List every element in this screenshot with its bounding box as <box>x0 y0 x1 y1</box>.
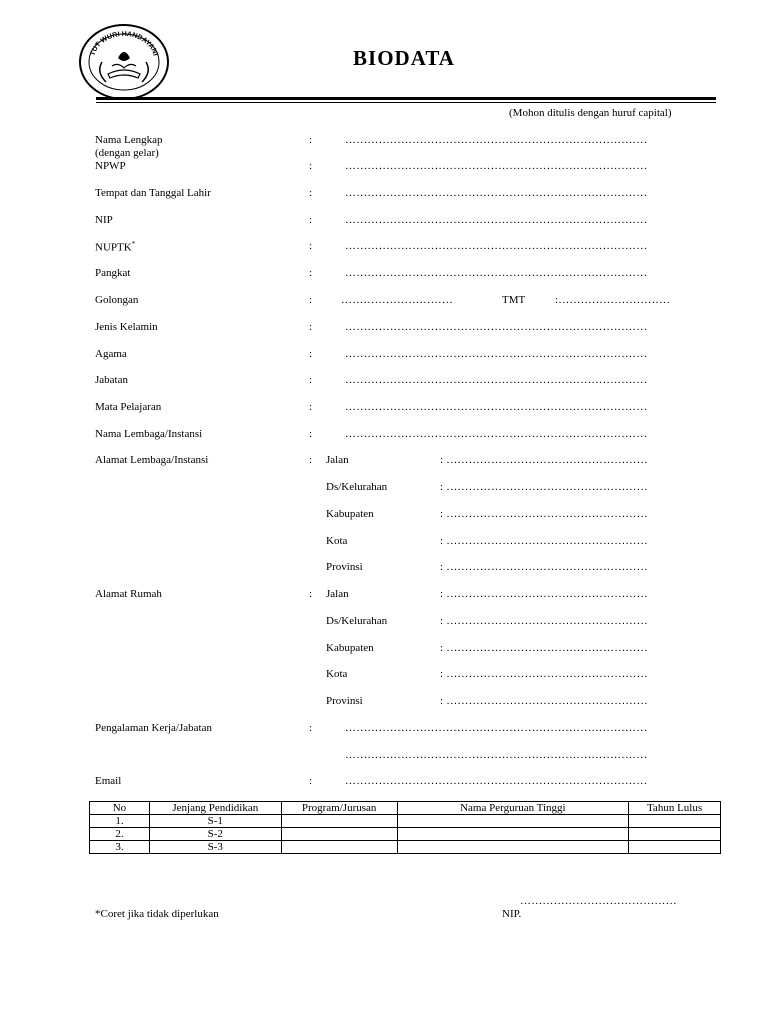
label-ttl: Tempat dan Tanggal Lahir <box>95 187 211 199</box>
label-dengan-gelar: (dengan gelar) <box>95 147 159 159</box>
field-nama-lengkap[interactable]: ……………………………………………………………………… <box>345 134 648 146</box>
label-email: Email <box>95 775 122 787</box>
field-email[interactable]: ……………………………………………………………………… <box>345 775 648 787</box>
cell-jenjang: S-2 <box>149 828 281 841</box>
table-row <box>90 815 721 828</box>
signature-nip-label: NIP. <box>502 908 522 920</box>
colon: : <box>309 321 313 333</box>
label-nama-lengkap: Nama Lengkap <box>95 134 163 146</box>
field-pangkat[interactable]: ……………………………………………………………………… <box>345 267 648 279</box>
colon: : <box>309 775 313 787</box>
logo-text: TUT WURI HANDAYANI <box>89 30 159 57</box>
field-rumah-jalan[interactable]: : ……………………………………………… <box>440 588 648 600</box>
colon: : <box>309 428 313 440</box>
field-ttl[interactable]: ……………………………………………………………………… <box>345 187 648 199</box>
colon: : <box>309 294 313 306</box>
label-provinsi: Provinsi <box>326 695 363 707</box>
field-rumah-kota[interactable]: : ……………………………………………… <box>440 668 648 680</box>
field-tmt[interactable]: :………………………… <box>555 294 671 306</box>
field-golongan[interactable]: ………………………… <box>341 294 453 306</box>
col-program: Program/Jurusan <box>281 802 397 815</box>
label-mata-pelajaran: Mata Pelajaran <box>95 401 162 413</box>
colon: : <box>309 348 313 360</box>
field-nip[interactable]: ……………………………………………………………………… <box>345 214 648 226</box>
label-jenis-kelamin: Jenis Kelamin <box>95 321 158 333</box>
table-header-row <box>90 802 721 815</box>
label-jalan: Jalan <box>326 588 349 600</box>
colon: : <box>309 374 313 386</box>
label-jabatan: Jabatan <box>95 374 128 386</box>
cell-tahun[interactable] <box>629 815 721 828</box>
field-rumah-provinsi[interactable]: : ……………………………………………… <box>440 695 648 707</box>
field-rumah-kabupaten[interactable]: : ……………………………………………… <box>440 642 648 654</box>
cell-program[interactable] <box>281 828 397 841</box>
colon: : <box>309 401 313 413</box>
col-no: No <box>90 802 150 815</box>
colon: : <box>309 240 313 252</box>
cell-perguruan[interactable] <box>397 841 629 854</box>
label-kabupaten: Kabupaten <box>326 642 374 654</box>
colon: : <box>309 134 313 146</box>
footnote: *Coret jika tidak diperlukan <box>95 908 219 920</box>
field-rumah-kelurahan[interactable]: : ……………………………………………… <box>440 615 648 627</box>
field-lembaga-kelurahan[interactable]: : ……………………………………………… <box>440 481 648 493</box>
field-jabatan[interactable]: ……………………………………………………………………… <box>345 374 648 386</box>
colon: : <box>309 588 313 600</box>
field-npwp[interactable]: ……………………………………………………………………… <box>345 160 648 172</box>
education-table <box>89 801 721 854</box>
field-lembaga-kabupaten[interactable]: : ……………………………………………… <box>440 508 648 520</box>
colon: : <box>309 454 313 466</box>
label-kelurahan: Ds/Kelurahan <box>326 615 388 627</box>
label-agama: Agama <box>95 348 127 360</box>
label-nuptk: NUPTK* <box>95 240 136 254</box>
field-jenis-kelamin[interactable]: ……………………………………………………………………… <box>345 321 648 333</box>
label-pengalaman: Pengalaman Kerja/Jabatan <box>95 722 212 734</box>
cell-no: 2. <box>90 828 150 841</box>
capital-note: (Mohon ditulis dengan huruf capital) <box>509 107 672 119</box>
field-lembaga-jalan[interactable]: : ……………………………………………… <box>440 454 648 466</box>
cell-jenjang: S-3 <box>149 841 281 854</box>
field-lembaga-provinsi[interactable]: : ……………………………………………… <box>440 561 648 573</box>
field-lembaga-kota[interactable]: : ……………………………………………… <box>440 535 648 547</box>
cell-no: 1. <box>90 815 150 828</box>
field-pengalaman-2[interactable]: ……………………………………………………………………… <box>345 749 648 761</box>
header-rule-thick <box>96 97 716 100</box>
cell-no: 3. <box>90 841 150 854</box>
cell-program[interactable] <box>281 815 397 828</box>
label-jalan: Jalan <box>326 454 349 466</box>
label-nama-lembaga: Nama Lembaga/Instansi <box>95 428 203 440</box>
cell-jenjang: S-1 <box>149 815 281 828</box>
table-row <box>90 841 721 854</box>
signature-line[interactable]: …………………………………… <box>520 895 677 907</box>
cell-program[interactable] <box>281 841 397 854</box>
page-title: BIODATA <box>353 46 455 70</box>
field-pengalaman-1[interactable]: ……………………………………………………………………… <box>345 722 648 734</box>
label-tmt: TMT <box>502 294 526 306</box>
col-tahun: Tahun Lulus <box>629 802 721 815</box>
colon: : <box>309 187 313 199</box>
label-provinsi: Provinsi <box>326 561 363 573</box>
field-nama-lembaga[interactable]: ……………………………………………………………………… <box>345 428 648 440</box>
colon: : <box>309 214 313 226</box>
header-rule-thin <box>96 102 716 103</box>
label-alamat-rumah: Alamat Rumah <box>95 588 162 600</box>
label-alamat-lembaga: Alamat Lembaga/Instansi <box>95 454 209 466</box>
cell-perguruan[interactable] <box>397 815 629 828</box>
field-mata-pelajaran[interactable]: ……………………………………………………………………… <box>345 401 648 413</box>
label-kelurahan: Ds/Kelurahan <box>326 481 388 493</box>
cell-tahun[interactable] <box>629 841 721 854</box>
col-jenjang: Jenjang Pendidikan <box>149 802 281 815</box>
field-nuptk[interactable]: ……………………………………………………………………… <box>345 240 648 252</box>
label-npwp: NPWP <box>95 160 126 172</box>
field-agama[interactable]: ……………………………………………………………………… <box>345 348 648 360</box>
colon: : <box>309 267 313 279</box>
label-golongan: Golongan <box>95 294 139 306</box>
colon: : <box>309 722 313 734</box>
cell-perguruan[interactable] <box>397 828 629 841</box>
label-kabupaten: Kabupaten <box>326 508 374 520</box>
label-pangkat: Pangkat <box>95 267 131 279</box>
colon: : <box>309 160 313 172</box>
label-kota: Kota <box>326 668 348 680</box>
col-perguruan: Nama Perguruan Tinggi <box>397 802 629 815</box>
table-row <box>90 828 721 841</box>
label-kota: Kota <box>326 535 348 547</box>
cell-tahun[interactable] <box>629 828 721 841</box>
label-nip: NIP <box>95 214 113 226</box>
